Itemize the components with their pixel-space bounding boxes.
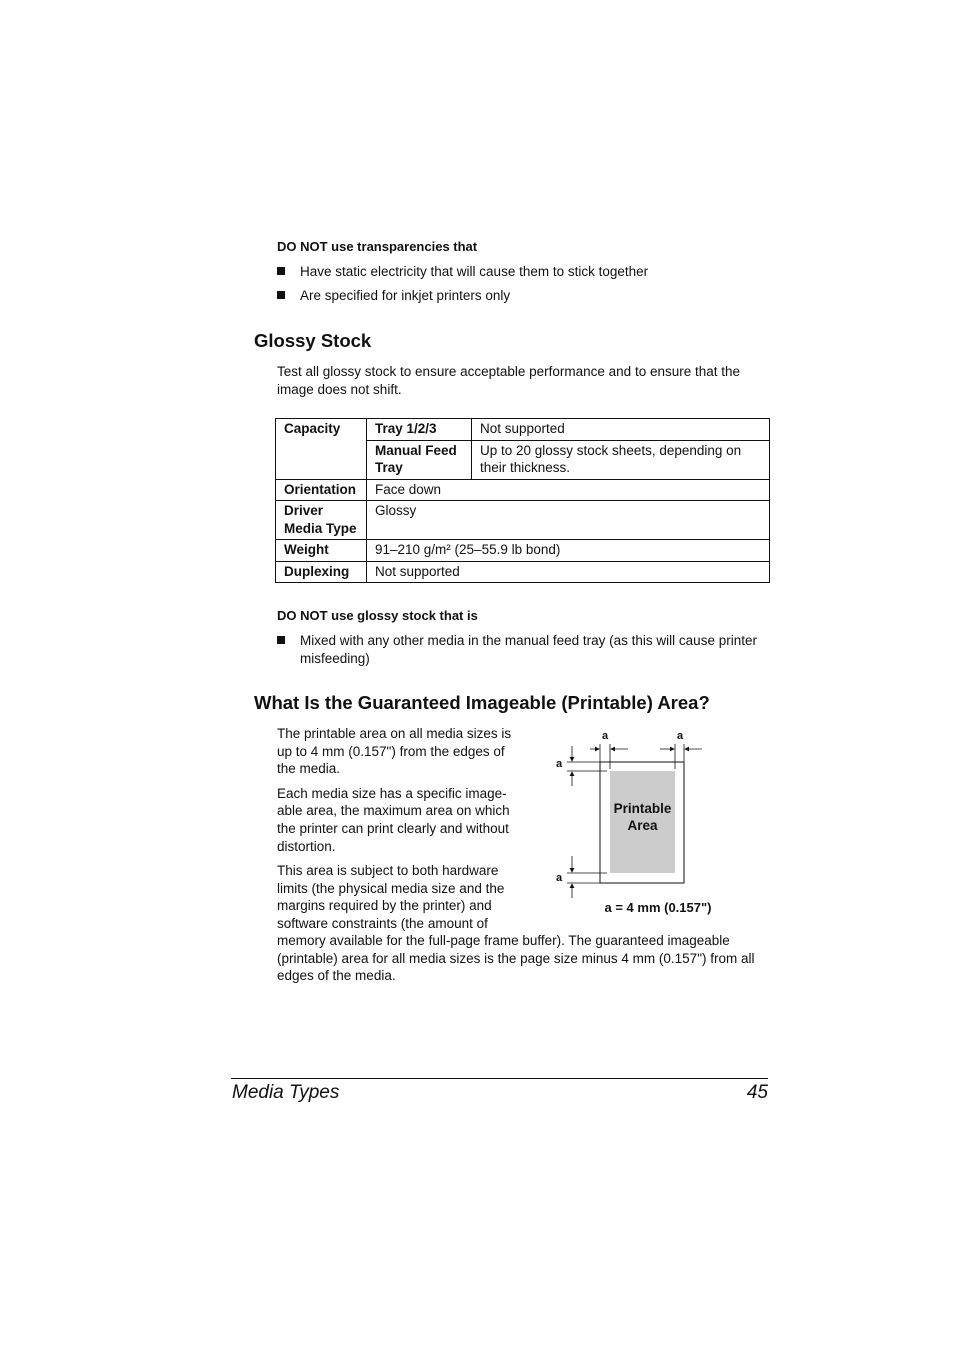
table-row [276, 479, 770, 501]
table-row [276, 501, 770, 540]
printable-area-label-2: Area [627, 818, 658, 833]
weight-value: 91–210 g/m² (25–55.9 lb bond) [367, 540, 770, 562]
table-row [276, 540, 770, 562]
table-row [276, 561, 770, 583]
imageable-left-column [277, 725, 527, 940]
printable-area-label-1: Printable [613, 801, 672, 816]
driver-media-type-value: Glossy [367, 501, 770, 540]
transparencies-lead: DO NOT use transparencies that [277, 239, 478, 254]
footer-rule [231, 1078, 768, 1079]
weight-label: Weight [276, 540, 367, 562]
tray123-label: Tray 1/2/3 [367, 419, 472, 441]
dimension-label-top-right: a [676, 730, 684, 742]
bullet-icon [277, 267, 285, 275]
glossy-heading: Glossy Stock [254, 330, 372, 351]
orientation-label: Orientation [276, 479, 367, 501]
imageable-heading: What Is the Guaranteed Imageable (Printable) Area? [254, 692, 710, 713]
glossy-spec-table [275, 418, 770, 583]
dimension-label-left-top: a [555, 758, 563, 770]
footer-section-title: Media Types [232, 1082, 340, 1103]
page-number: 45 [746, 1082, 768, 1103]
imageable-p2: Each media size has a specific image-able area, the maximum area on which the printer can print clearly and without distortion. [277, 785, 510, 854]
list-item: Have static electricity that will cause them to stick together [277, 263, 767, 281]
diagram-caption: a = 4 mm (0.157") [604, 900, 712, 915]
manual-feed-label: Manual Feed Tray [367, 440, 472, 479]
driver-media-type-label: Driver Media Type [276, 501, 367, 540]
table-row [276, 419, 770, 441]
tray123-value: Not supported [472, 419, 770, 441]
bullet-icon [277, 291, 285, 299]
dimension-label-top-left: a [601, 730, 609, 742]
glossy-lead: DO NOT use glossy stock that is [277, 608, 478, 623]
imageable-p1: The printable area on all media sizes is up to 4 mm (0.157") from the edges of the media. [277, 726, 512, 777]
list-item: Are specified for inkjet printers only [277, 287, 767, 305]
duplexing-label: Duplexing [276, 561, 367, 583]
imageable-p3: This area is subject to both hardware limits (the physical media size and the margins required by the printer) and software constraints (the amount of [277, 863, 505, 931]
printable-area-diagram [540, 722, 720, 922]
dimension-label-left-bottom: a [555, 872, 563, 884]
duplexing-value: Not supported [367, 561, 770, 583]
glossy-intro: Test all glossy stock to ensure acceptable performance and to ensure that the image does not shift. [277, 364, 741, 397]
orientation-value: Face down [367, 479, 770, 501]
list-item: Mixed with any other media in the manual feed tray (as this will cause printer misfeeding) [277, 632, 767, 668]
imageable-p4: memory available for the full-page frame buffer). The guaranteed imageable (printable) area for all media sizes is the page size minus 4 mm (0.157") from all edges of the media. [277, 933, 755, 984]
manual-feed-value: Up to 20 glossy stock sheets, depending on their thickness. [472, 440, 770, 479]
bullet-icon [277, 636, 285, 644]
capacity-label: Capacity [276, 419, 367, 480]
